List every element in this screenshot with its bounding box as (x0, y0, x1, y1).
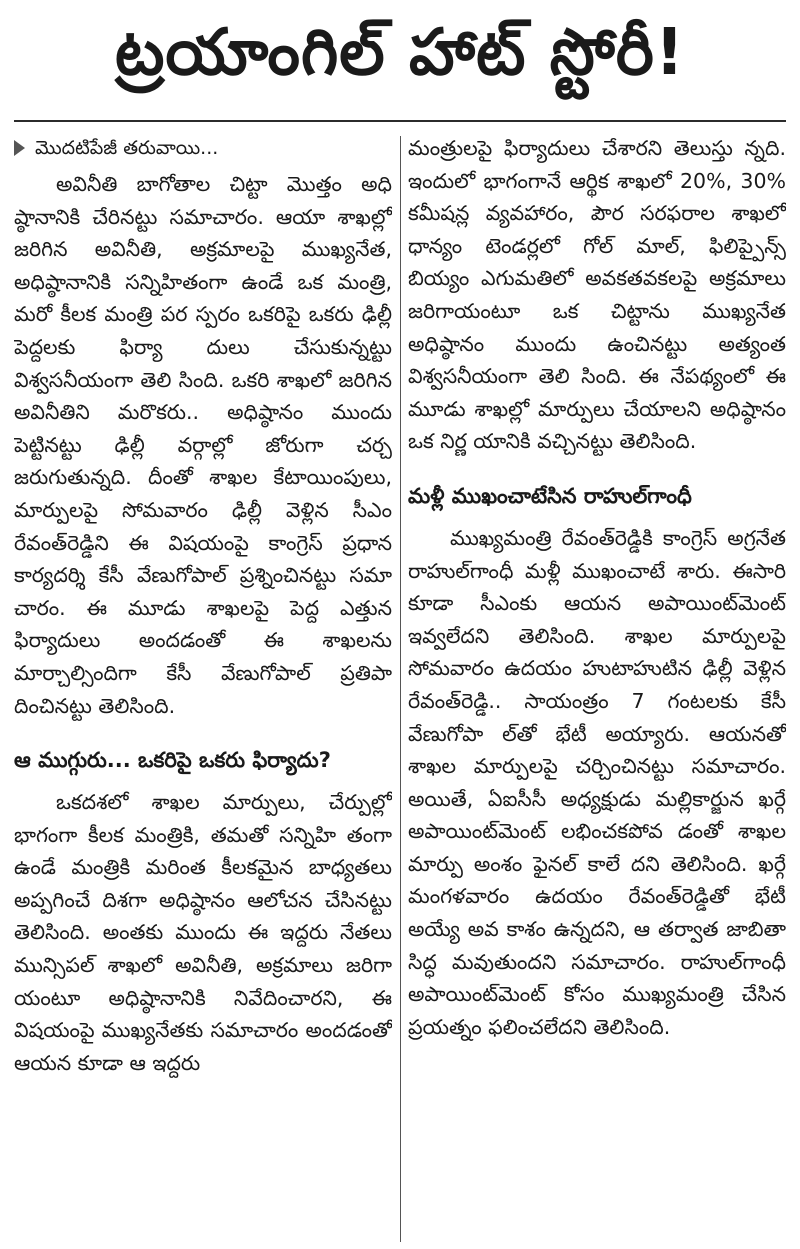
left-paragraph-1: అవినీతి బాగోతాల చిట్టా మొత్తం అధి ష్ఠానానికి చేరినట్టు సమాచారం. ఆయా శాఖల్లో జరిగిన అవినీతి, అక్రమాలపై ముఖ్యనేత, అధిష్ఠానానికి సన్నిహితంగా ఉండే ఒక మంత్రి, మరో కీలక మంత్రి పర స్పరం ఒకరిపై ఒకరు ఢిల్లీ పెద్దలకు ఫిర్యా దులు చేసుకున్నట్టు విశ్వసనీయంగా తెలి సింది. ఒకరి శాఖలో జరిగిన అవినీతిని మరొకరు.. అధిష్ఠానం ముందు పెట్టినట్టు ఢిల్లీ వర్గాల్లో జోరుగా చర్చ జరుగుతున్నది. దీంతో శాఖల కేటాయింపులు, మార్పులపై సోమవారం ఢిల్లీ వెళ్లిన సీఎం రేవంత్‌రెడ్డిని ఈ విషయంపై కాంగ్రెస్ ప్రధాన కార్యదర్శి కేసీ వేణుగోపాల్ ప్రశ్నించినట్టు సమా చారం. ఈ మూడు శాఖలపై పెద్ద ఎత్తున ఫిర్యాదులు అందడంతో ఈ శాఖలను మార్చాల్సిందిగా కేసీ వేణుగోపాల్ ప్రతిపా దించినట్టు తెలిసింది. (14, 172, 392, 718)
right-paragraph-2: ముఖ్యమంత్రి రేవంత్‌రెడ్డికి కాంగ్రెస్ అగ్రనేత రాహుల్‌గాంధీ మళ్లీ ముఖంచాటే శారు. ఈసారి కూడా సీఎంకు ఆయన అపాయింట్‌మెంట్ ఇవ్వలేదని తెలిసింది. శాఖల మార్పులపై సోమవారం ఉదయం హుటాహుటిన ఢిల్లీ వెళ్లిన రేవంత్‌రెడ్డి.. సాయంత్రం 7 గంటలకు కేసీ వేణుగోపా ల్‌తో భేటీ అయ్యారు. ఆయనతో శాఖల మార్పులపై చర్చించినట్టు సమాచారం. అయితే, ఏఐసీసీ అధ్యక్షుడు మల్లికార్జున ఖర్గే అపాయింట్‌మెంట్ లభించకపోవ డంతో శాఖల మార్పు అంశం ఫైనల్ కాలే దని తెలిసింది. ఖర్గే మంగళవారం ఉదయం రేవంత్‌రెడ్డితో భేటీ అయ్యే అవ కాశం ఉన్నదని, ఆ తర్వాత జాబితా సిద్ధ మవుతుందని సమాచారం. రాహుల్‌గాంధీ అపాయింట్‌మెంట్ కోసం ముఖ్యమంత్రి చేసిన ప్రయత్నం ఫలించలేదని తెలిసింది. (408, 525, 786, 1039)
right-subheading: మళ్లీ ముఖంచాటేసిన రాహుల్‌గాంధీ (408, 483, 692, 508)
left-column (14, 132, 392, 1242)
left-paragraph-2: ఒకదశలో శాఖల మార్పులు, చేర్పుల్లో భాగంగా కీలక మంత్రికి, తమతో సన్నిహి తంగా ఉండే మంత్రికి మరింత కీలకమైన బాధ్యతలు అప్పగించే దిశగా అధిష్ఠానం ఆలోచన చేసినట్టు తెలిసింది. అంతకు ముందు ఈ ఇద్దరు నేతలు మున్సిపల్ శాఖలో అవినీతి, అక్రమాలు జరిగా యంటూ అధిష్ఠానానికి నివేదించారని, ఈ విషయంపై ముఖ్యనేతకు సమాచారం అందడంతో ఆయన కూడా ఆ ఇద్దరు (14, 790, 392, 1075)
headline: ట్రయాంగిల్ హాట్ స్టోరీ! (14, 0, 786, 122)
continued-from-front-page (14, 132, 392, 164)
arrow-right-icon (14, 140, 25, 156)
left-subheading: ఆ ముగ్గురు... ఒకరిపై ఒకరు ఫిర్యాదు? (14, 748, 331, 773)
right-column (408, 132, 786, 1242)
article-columns (14, 132, 786, 1242)
continued-label: మొదటిపేజీ తరువాయి... (35, 137, 219, 159)
column-divider (400, 136, 401, 1242)
right-paragraph-1: మంత్రులపై ఫిర్యాదులు చేశారని తెలుస్తు న్నది. ఇందులో భాగంగానే ఆర్థిక శాఖలో 20%, 30% కమీషన్ల వ్యవహారం, పౌర సరఫరాల శాఖలో ధాన్యం టెండర్లలో గోల్ మాల్, ఫిలిప్పైన్స్ బియ్యం ఎగుమతిలో అవకతవకలపై అక్రమాలు జరిగాయంటూ ఒక చిట్టాను ముఖ్యనేత అధిష్ఠానం ముందు ఉంచినట్టు అత్యంత విశ్వసనీయంగా తెలి సింది. ఈ నేపథ్యంలో ఈ మూడు శాఖల్లో మార్పులు చేయాలని అధిష్ఠానం ఒక నిర్ణ యానికి వచ్చినట్టు తెలిసింది. (408, 136, 786, 454)
